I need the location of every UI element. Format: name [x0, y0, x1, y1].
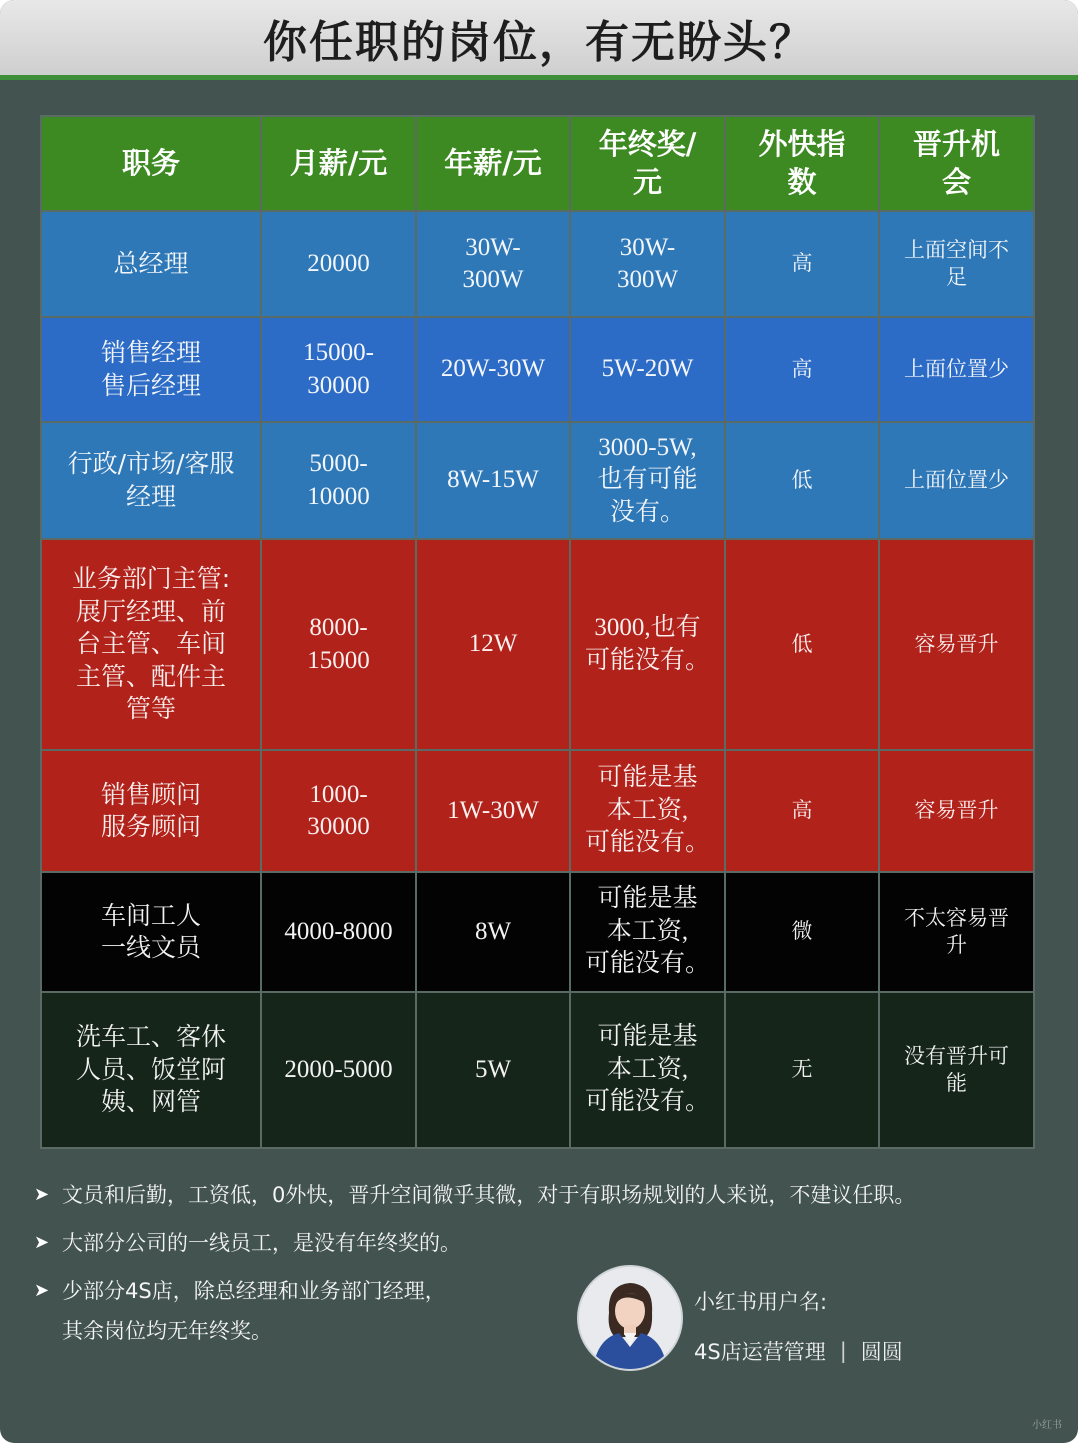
note-text: 少部分4S店，除总经理和业务部门经理， — [62, 1279, 446, 1303]
arrow-right-icon: ➤ — [34, 1184, 50, 1205]
cell-promotion: 不太容易晋 升 — [879, 872, 1034, 992]
cell-promotion: 没有晋升可 能 — [879, 992, 1034, 1148]
author-separator: | — [839, 1339, 847, 1363]
watermark: 小红书 — [1032, 1420, 1062, 1431]
header-annual-salary: 年薪/元 — [416, 116, 570, 211]
table-row — [41, 211, 1034, 317]
cell-monthly: 4000-8000 — [261, 872, 416, 992]
author-name: 圆圆 — [860, 1340, 903, 1364]
note-text: 文员和后勤，工资低，0外快，晋升空间微乎其微，对于有职场规划的人来说，不建议任职。 — [62, 1183, 916, 1207]
cell-annual: 5W — [416, 992, 570, 1148]
cell-role: 销售经理 售后经理 — [41, 317, 261, 422]
cell-extra: 高 — [725, 317, 879, 422]
header-year-end-bonus: 年终奖/ 元 — [570, 116, 725, 211]
cell-role: 总经理 — [41, 211, 261, 317]
cell-monthly: 1000- 30000 — [261, 750, 416, 872]
table-row — [41, 539, 1034, 750]
cell-bonus: 30W- 300W — [570, 211, 725, 317]
cell-extra: 微 — [725, 872, 879, 992]
table-header-row — [41, 116, 1034, 211]
table-row — [41, 750, 1034, 872]
cell-promotion: 容易晋升 — [879, 750, 1034, 872]
arrow-right-icon: ➤ — [34, 1280, 50, 1301]
author-account: 4S店运营管理 — [694, 1340, 826, 1364]
cell-bonus: 可能是基 本工资, 可能没有。 — [570, 750, 725, 872]
cell-extra: 无 — [725, 992, 879, 1148]
table-row — [41, 317, 1034, 422]
arrow-right-icon: ➤ — [34, 1232, 50, 1253]
cell-role: 销售顾问 服务顾问 — [41, 750, 261, 872]
note-item — [34, 1228, 1044, 1258]
header-monthly-salary: 月薪/元 — [261, 116, 416, 211]
avatar — [577, 1265, 683, 1371]
cell-promotion: 上面空间不 足 — [879, 211, 1034, 317]
cell-annual: 8W — [416, 872, 570, 992]
cell-bonus: 可能是基 本工资, 可能没有。 — [570, 872, 725, 992]
cell-annual: 12W — [416, 539, 570, 750]
note-text: 大部分公司的一线员工，是没有年终奖的。 — [62, 1231, 461, 1255]
cell-role: 洗车工、客休 人员、饭堂阿 姨、网管 — [41, 992, 261, 1148]
cell-annual: 8W-15W — [416, 422, 570, 539]
cell-promotion: 上面位置少 — [879, 317, 1034, 422]
cell-extra: 高 — [725, 750, 879, 872]
cell-bonus: 可能是基 本工资, 可能没有。 — [570, 992, 725, 1148]
author-label: 小红书用户名: — [694, 1290, 828, 1314]
header-extra-income-index: 外快指 数 — [725, 116, 879, 211]
cell-role: 行政/市场/客服 经理 — [41, 422, 261, 539]
author-info — [694, 1280, 903, 1372]
cell-role: 业务部门主管: 展厅经理、前 台主管、车间 主管、配件主 管等 — [41, 539, 261, 750]
note-text-continued: 其余岗位均无年终奖。 — [62, 1319, 272, 1343]
note-item — [34, 1180, 1044, 1210]
cell-monthly: 15000- 30000 — [261, 317, 416, 422]
cell-extra: 高 — [725, 211, 879, 317]
cell-monthly: 5000- 10000 — [261, 422, 416, 539]
title-bar — [0, 0, 1078, 80]
cell-annual: 1W-30W — [416, 750, 570, 872]
cell-annual: 30W- 300W — [416, 211, 570, 317]
cell-bonus: 3000-5W, 也有可能 没有。 — [570, 422, 725, 539]
table-row — [41, 992, 1034, 1148]
salary-table — [40, 115, 1035, 1149]
header-promotion: 晋升机 会 — [879, 116, 1034, 211]
cell-annual: 20W-30W — [416, 317, 570, 422]
page-title: 你任职的岗位，有无盼头？ — [263, 16, 815, 68]
cell-role: 车间工人 一线文员 — [41, 872, 261, 992]
header-role: 职务 — [41, 116, 261, 211]
cell-monthly: 20000 — [261, 211, 416, 317]
cell-promotion: 上面位置少 — [879, 422, 1034, 539]
cell-bonus: 5W-20W — [570, 317, 725, 422]
cell-monthly: 8000- 15000 — [261, 539, 416, 750]
table-row — [41, 422, 1034, 539]
cell-bonus: 3000,也有 可能没有。 — [570, 539, 725, 750]
cell-monthly: 2000-5000 — [261, 992, 416, 1148]
cell-extra: 低 — [725, 422, 879, 539]
table-row — [41, 872, 1034, 992]
cell-extra: 低 — [725, 539, 879, 750]
cell-promotion: 容易晋升 — [879, 539, 1034, 750]
